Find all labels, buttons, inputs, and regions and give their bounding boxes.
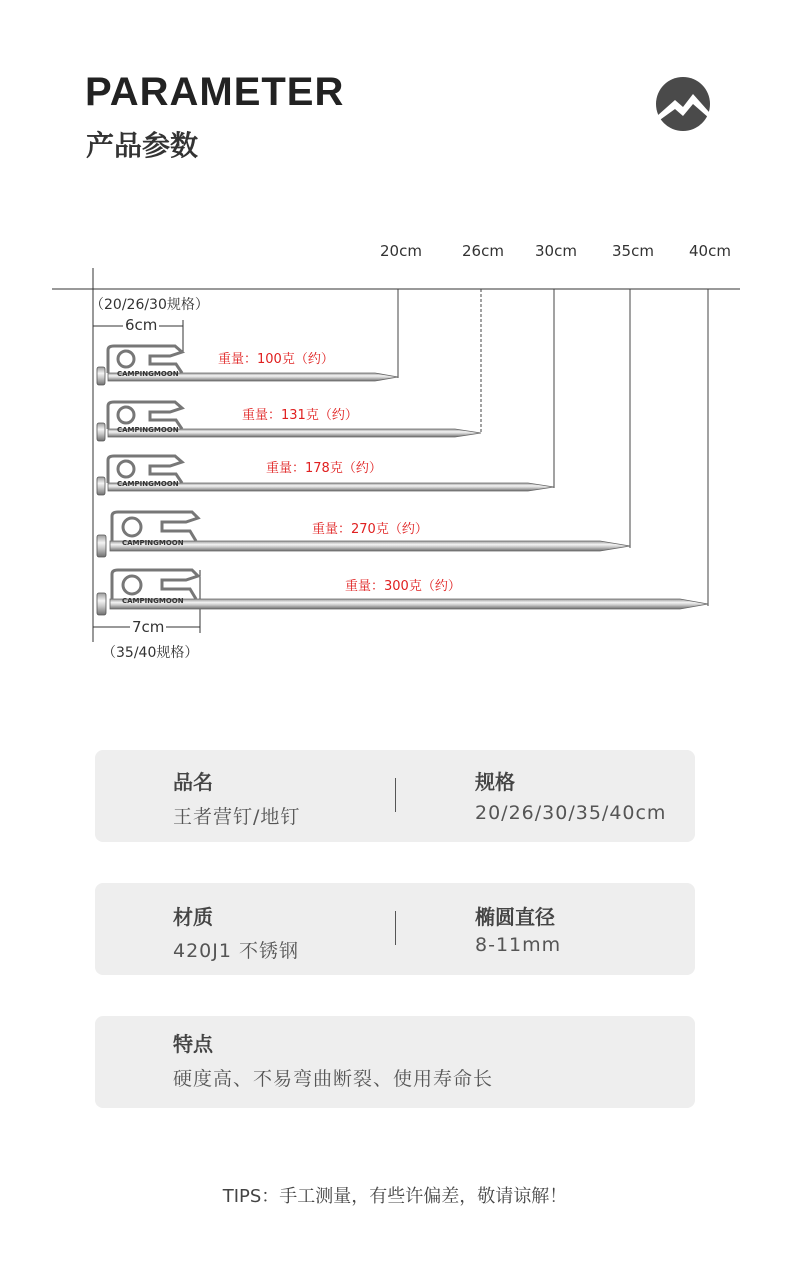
length-label-26: 26cm: [462, 242, 504, 260]
weight-label-40: 重量：300克（约）: [345, 579, 461, 594]
spec-card-feature: [95, 1016, 695, 1108]
diameter-value: 8-11mm: [475, 934, 562, 956]
size-value: 20/26/30/35/40cm: [475, 802, 667, 824]
large-spec-note: （35/40规格）: [102, 645, 199, 661]
material-value: 420J1 不锈钢: [173, 940, 299, 962]
spec-card-material-diameter: [95, 883, 695, 975]
material-label: 材质: [173, 905, 213, 929]
small-head-width: 6cm: [125, 316, 158, 334]
stake-size-diagram: [0, 230, 790, 680]
divider: [395, 778, 396, 812]
weight-label-35: 重量：270克（约）: [312, 522, 428, 537]
diameter-label: 椭圆直径: [475, 905, 555, 929]
length-label-30: 30cm: [535, 242, 577, 260]
brand-mark: CAMPINGMOON: [117, 480, 179, 488]
spec-card-name-size: [95, 750, 695, 842]
brand-mark: CAMPINGMOON: [122, 597, 184, 605]
length-label-20: 20cm: [380, 242, 422, 260]
large-head-width: 7cm: [132, 618, 165, 636]
divider: [395, 911, 396, 945]
feature-label: 特点: [173, 1032, 213, 1056]
page-title-cn: 产品参数: [86, 129, 199, 162]
weight-label-30: 重量：178克（约）: [266, 461, 382, 476]
size-label: 规格: [475, 770, 515, 794]
tips-note: TIPS：手工测量，有些许偏差，敬请谅解！: [222, 1186, 568, 1207]
feature-value: 硬度高、不易弯曲断裂、使用寿命长: [173, 1068, 494, 1090]
brand-mark: CAMPINGMOON: [117, 370, 179, 378]
weight-label-26: 重量：131克（约）: [242, 408, 358, 423]
name-label: 品名: [173, 770, 213, 794]
weight-label-20: 重量：100克（约）: [218, 352, 334, 367]
brand-mark: CAMPINGMOON: [117, 426, 179, 434]
length-label-35: 35cm: [612, 242, 654, 260]
page-title-en: PARAMETER: [85, 70, 345, 114]
small-spec-note: （20/26/30规格）: [90, 297, 209, 313]
brand-logo-icon: [655, 76, 711, 132]
length-label-40: 40cm: [689, 242, 731, 260]
brand-mark: CAMPINGMOON: [122, 539, 184, 547]
name-value: 王者营钉/地钉: [173, 806, 301, 828]
